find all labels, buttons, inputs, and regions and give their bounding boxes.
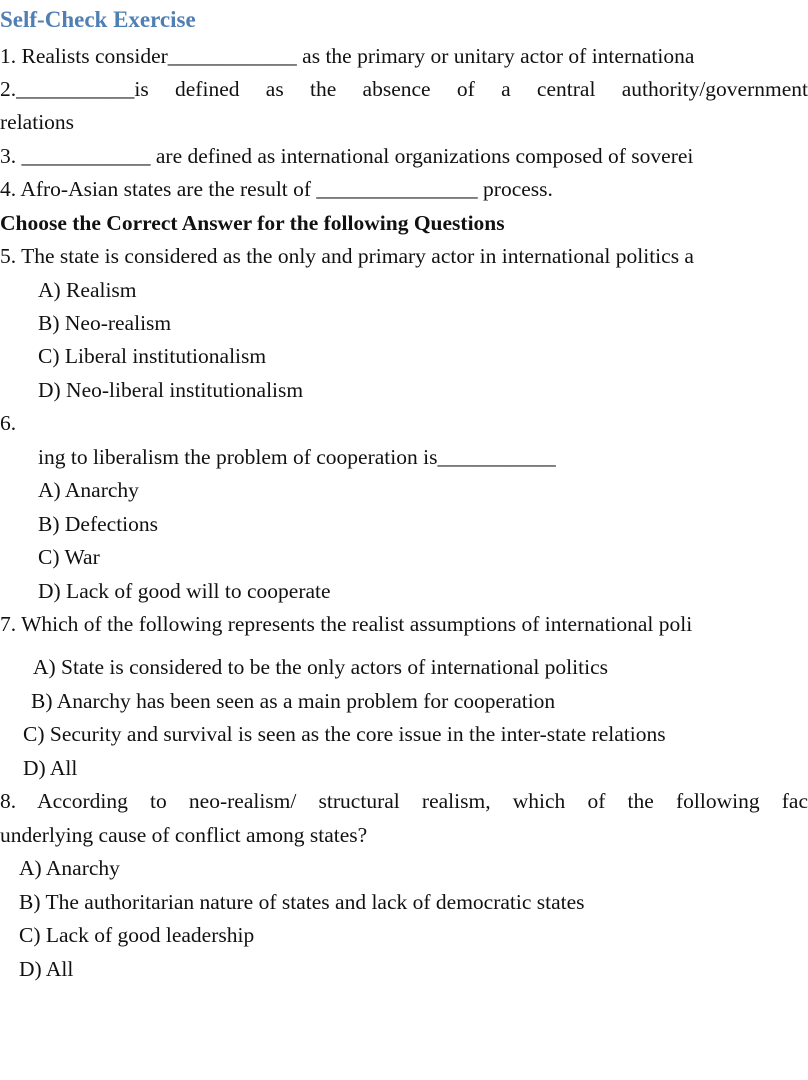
mcq-heading: Choose the Correct Answer for the following Questions bbox=[0, 211, 505, 235]
question-7-option-b: B) Anarchy has been seen as a main problem for cooperation bbox=[31, 689, 556, 713]
question-7-stem: 7. Which of the following represents the realist assumptions of international poli bbox=[0, 612, 693, 636]
question-4: 4. Afro-Asian states are the result of _______________ process. bbox=[0, 177, 553, 201]
question-7-option-a: A) State is considered to be the only actors of international politics bbox=[33, 655, 608, 679]
question-5-option-a: A) Realism bbox=[38, 278, 137, 302]
question-8-option-a: A) Anarchy bbox=[19, 856, 120, 880]
question-8-option-d: D) All bbox=[19, 957, 74, 981]
question-8-stem-line-1: 8. According to neo-realism/ structural realism, which of the following fac bbox=[0, 789, 808, 813]
page-title: Self-Check Exercise bbox=[0, 7, 196, 32]
question-2-line-1: 2.___________is defined as the absence of a central authority/government bbox=[0, 77, 808, 101]
question-6-option-a: A) Anarchy bbox=[38, 478, 139, 502]
question-6-option-b: B) Defections bbox=[38, 512, 159, 536]
question-8-stem-line-2: underlying cause of conflict among states? bbox=[0, 823, 368, 847]
question-5-option-b: B) Neo-realism bbox=[38, 311, 172, 335]
question-1: 1. Realists consider____________ as the primary or unitary actor of internationa bbox=[0, 44, 695, 68]
question-7-option-d: D) All bbox=[23, 756, 78, 780]
question-6-option-d: D) Lack of good will to cooperate bbox=[38, 579, 331, 603]
question-8-option-c: C) Lack of good leadership bbox=[19, 923, 255, 947]
question-6-stem: ing to liberalism the problem of cooperation is___________ bbox=[38, 445, 556, 469]
question-6-option-c: C) War bbox=[38, 545, 100, 569]
question-5-option-d: D) Neo-liberal institutionalism bbox=[38, 378, 304, 402]
question-6-number: 6. bbox=[0, 411, 17, 435]
question-2-line-2: relations bbox=[0, 110, 75, 134]
question-5-stem: 5. The state is considered as the only and primary actor in international politics a bbox=[0, 244, 694, 268]
question-7-option-c: C) Security and survival is seen as the core issue in the inter-state relations bbox=[23, 722, 666, 746]
question-8-option-b: B) The authoritarian nature of states and lack of democratic states bbox=[19, 890, 585, 914]
question-3: 3. ____________ are defined as international organizations composed of soverei bbox=[0, 144, 694, 168]
question-5-option-c: C) Liberal institutionalism bbox=[38, 344, 267, 368]
